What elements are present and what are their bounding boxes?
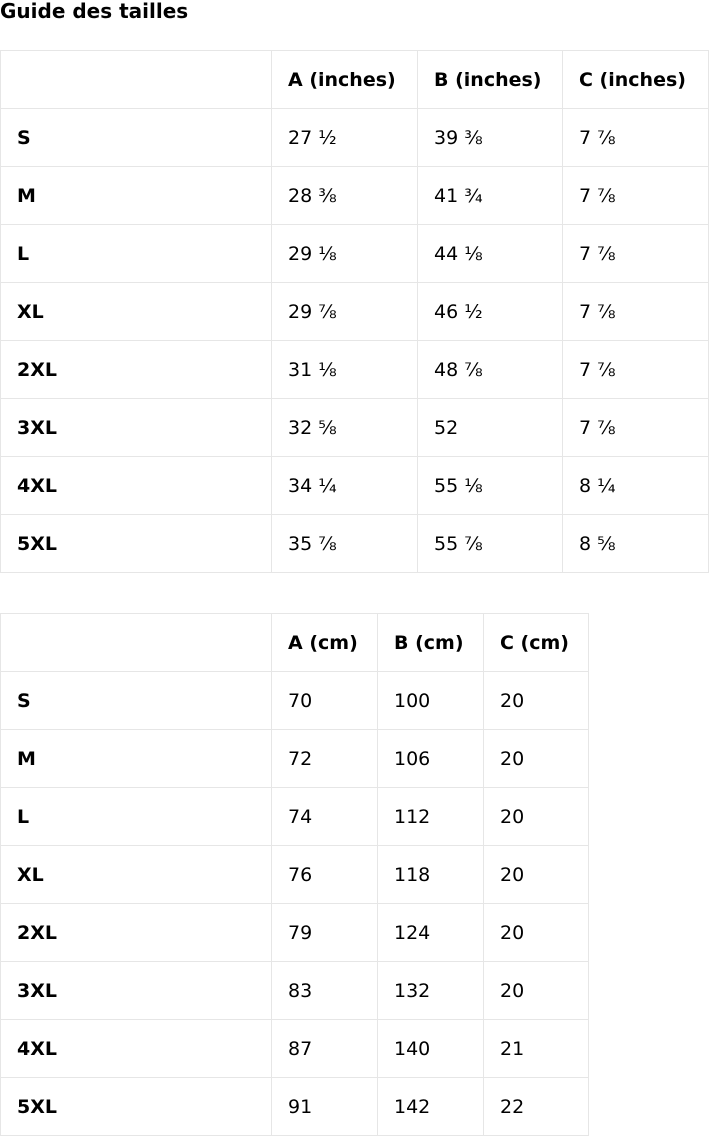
table-row <box>1 399 709 457</box>
size-label-cell: 5XL <box>1 515 272 573</box>
table-cell-a: 34 ¼ <box>272 457 418 515</box>
table-cell-a: 91 <box>272 1078 378 1136</box>
header-cell-b: B (cm) <box>378 614 484 672</box>
table-cell-c: 8 ¼ <box>563 457 709 515</box>
page-title: Guide des tailles <box>0 0 189 23</box>
table-cell-b: 39 ⅜ <box>418 109 563 167</box>
table-cell-b: 55 ⅛ <box>418 457 563 515</box>
table-cell-c: 8 ⅝ <box>563 515 709 573</box>
table-row <box>1 515 709 573</box>
size-label-cell: 3XL <box>1 399 272 457</box>
size-table-inches <box>0 50 709 573</box>
table-cell-a: 83 <box>272 962 378 1020</box>
size-label-cell: L <box>1 225 272 283</box>
header-cell-size <box>1 614 272 672</box>
table-cell-a: 79 <box>272 904 378 962</box>
table-cell-b: 118 <box>378 846 484 904</box>
table-row <box>1 788 589 846</box>
table-cell-c: 7 ⅞ <box>563 341 709 399</box>
table-row <box>1 730 589 788</box>
table-cell-b: 140 <box>378 1020 484 1078</box>
table-cell-c: 20 <box>484 788 589 846</box>
header-cell-size <box>1 51 272 109</box>
table-cell-c: 21 <box>484 1020 589 1078</box>
table-cell-a: 35 ⅞ <box>272 515 418 573</box>
header-cell-c: C (cm) <box>484 614 589 672</box>
table-cell-b: 48 ⅞ <box>418 341 563 399</box>
table-row <box>1 962 589 1020</box>
table-cell-c: 7 ⅞ <box>563 109 709 167</box>
table-row <box>1 283 709 341</box>
table-cell-c: 20 <box>484 672 589 730</box>
size-label-cell: 3XL <box>1 962 272 1020</box>
table-cell-a: 87 <box>272 1020 378 1078</box>
table-cell-c: 20 <box>484 962 589 1020</box>
size-table-cm <box>0 613 589 1136</box>
table-row <box>1 904 589 962</box>
size-label-cell: L <box>1 788 272 846</box>
header-cell-b: B (inches) <box>418 51 563 109</box>
table-cell-a: 76 <box>272 846 378 904</box>
header-cell-a: A (inches) <box>272 51 418 109</box>
table-cell-b: 44 ⅛ <box>418 225 563 283</box>
table-cell-c: 22 <box>484 1078 589 1136</box>
table-row <box>1 457 709 515</box>
size-label-cell: 2XL <box>1 904 272 962</box>
table-cell-c: 7 ⅞ <box>563 225 709 283</box>
table-cell-b: 112 <box>378 788 484 846</box>
size-label-cell: M <box>1 730 272 788</box>
table-row <box>1 1078 589 1136</box>
table-row <box>1 167 709 225</box>
table-cell-a: 27 ½ <box>272 109 418 167</box>
table-cell-a: 29 ⅞ <box>272 283 418 341</box>
table-cell-b: 55 ⅞ <box>418 515 563 573</box>
table-cell-a: 28 ⅜ <box>272 167 418 225</box>
table-cell-b: 41 ¾ <box>418 167 563 225</box>
table-header-row <box>1 614 589 672</box>
header-cell-a: A (cm) <box>272 614 378 672</box>
table-cell-b: 132 <box>378 962 484 1020</box>
table-cell-c: 20 <box>484 846 589 904</box>
table-cell-a: 32 ⅝ <box>272 399 418 457</box>
table-cell-b: 52 <box>418 399 563 457</box>
table-cell-b: 46 ½ <box>418 283 563 341</box>
table-cell-a: 29 ⅛ <box>272 225 418 283</box>
size-label-cell: 5XL <box>1 1078 272 1136</box>
size-label-cell: S <box>1 109 272 167</box>
table-header-row <box>1 51 709 109</box>
size-label-cell: M <box>1 167 272 225</box>
size-label-cell: S <box>1 672 272 730</box>
table-cell-c: 7 ⅞ <box>563 399 709 457</box>
size-label-cell: 4XL <box>1 1020 272 1078</box>
size-label-cell: 2XL <box>1 341 272 399</box>
table-cell-a: 31 ⅛ <box>272 341 418 399</box>
table-cell-b: 142 <box>378 1078 484 1136</box>
table-cell-b: 106 <box>378 730 484 788</box>
size-label-cell: XL <box>1 846 272 904</box>
table-cell-c: 7 ⅞ <box>563 167 709 225</box>
size-label-cell: 4XL <box>1 457 272 515</box>
table-row <box>1 672 589 730</box>
table-cell-c: 20 <box>484 730 589 788</box>
table-cell-a: 72 <box>272 730 378 788</box>
table-cell-a: 70 <box>272 672 378 730</box>
table-row <box>1 109 709 167</box>
table-cell-b: 124 <box>378 904 484 962</box>
table-cell-c: 20 <box>484 904 589 962</box>
header-cell-c: C (inches) <box>563 51 709 109</box>
table-cell-a: 74 <box>272 788 378 846</box>
table-row <box>1 225 709 283</box>
size-label-cell: XL <box>1 283 272 341</box>
table-row <box>1 1020 589 1078</box>
table-cell-b: 100 <box>378 672 484 730</box>
table-row <box>1 846 589 904</box>
table-cell-c: 7 ⅞ <box>563 283 709 341</box>
table-row <box>1 341 709 399</box>
